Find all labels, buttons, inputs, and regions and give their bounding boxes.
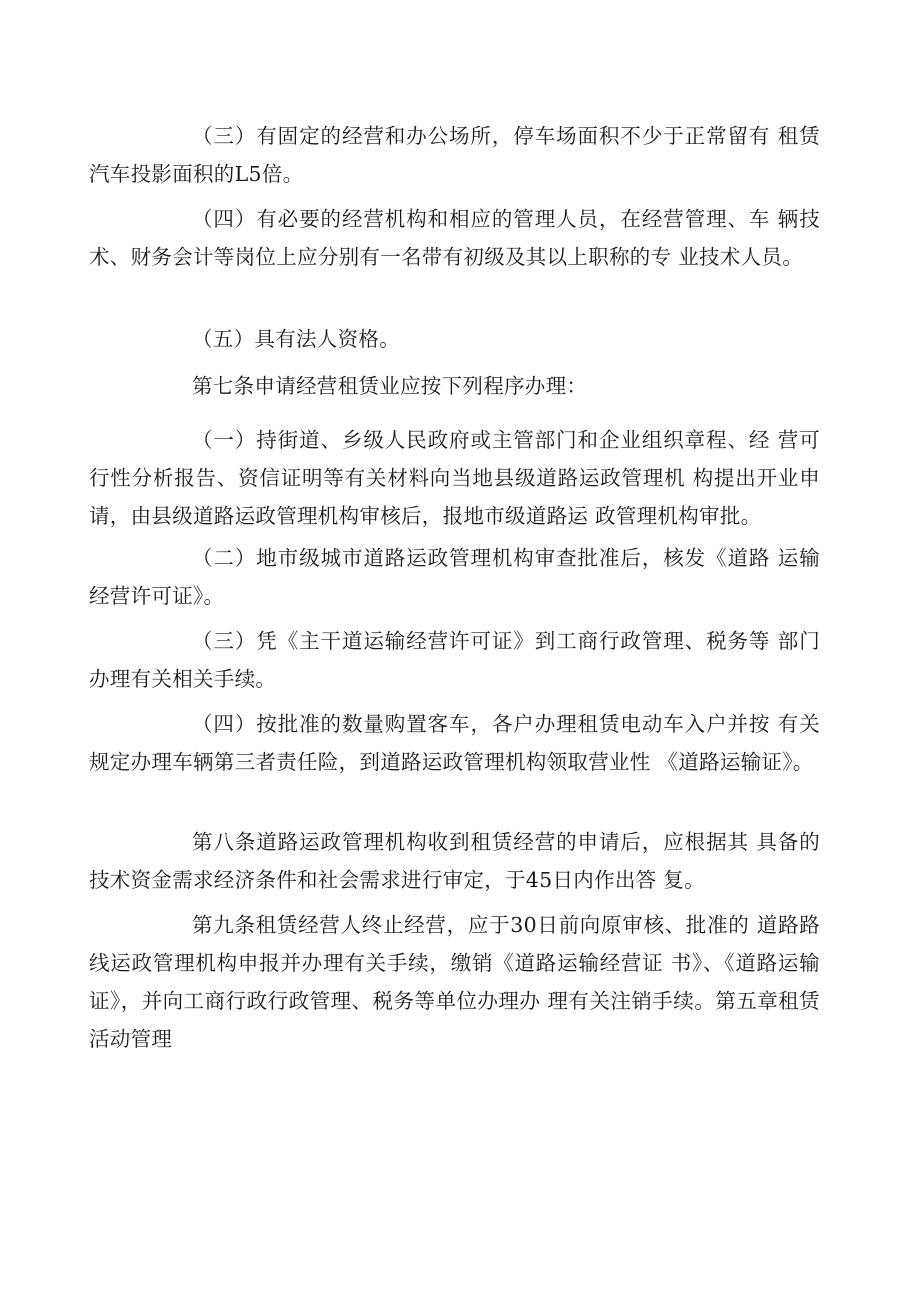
paragraph-item-3-premises: （三）有固定的经营和办公场所，停车场面积不少于正常留有 租赁汽车投影面积的L5倍。 — [89, 124, 820, 186]
paragraph-step-1-application: （一）持街道、乡级人民政府或主管部门和企业组织章程、经 营可行性分析报告、资信证明等有关材料向当地县级道路运政管理机 构提出开业申请，由县级道路运政管理机构审核后，报地市级道路运 政管理机构审批。 — [89, 428, 820, 528]
paragraph-item-4-staff: （四）有必要的经营机构和相应的管理人员，在经营管理、车 辆技术、财务会计等岗位上应分别有一名带有初级及其以上职称的专 业技术人员。 — [89, 207, 820, 269]
paragraph-item-5-legal-person: （五）具有法人资格。 — [192, 327, 400, 351]
paragraph-step-4-vehicles: （四）按批准的数量购置客车，各户办理租赁电动车入户并按 有关规定办理车辆第三者责任险，到道路运政管理机构领取营业性 《道路运输证》。 — [89, 712, 820, 774]
paragraph-step-3-procedures: （三）凭《主干道运输经营许可证》到工商行政管理、税务等 部门办理有关相关手续。 — [89, 629, 820, 691]
paragraph-step-2-approval: （二）地市级城市道路运政管理机构审查批准后，核发《道路 运输经营许可证》。 — [89, 546, 820, 608]
paragraph-article-7: 第七条申请经营租赁业应按下列程序办理： — [192, 374, 588, 398]
paragraph-article-9: 第九条租赁经营人终止经营，应于30日前向原审核、批准的 道路路线运政管理机构申报并办理有关手续，缴销《道路运输经营证 书》、《道路运输证》，并向工商行政行政管理、税务等单位办理办 理有关注销手续。第五章租赁活动管理 — [89, 913, 820, 1051]
paragraph-article-8: 第八条道路运政管理机构收到租赁经营的申请后，应根据其 具备的技术资金需求经济条件和社会需求进行审定，于45日内作出答 复。 — [89, 830, 820, 892]
